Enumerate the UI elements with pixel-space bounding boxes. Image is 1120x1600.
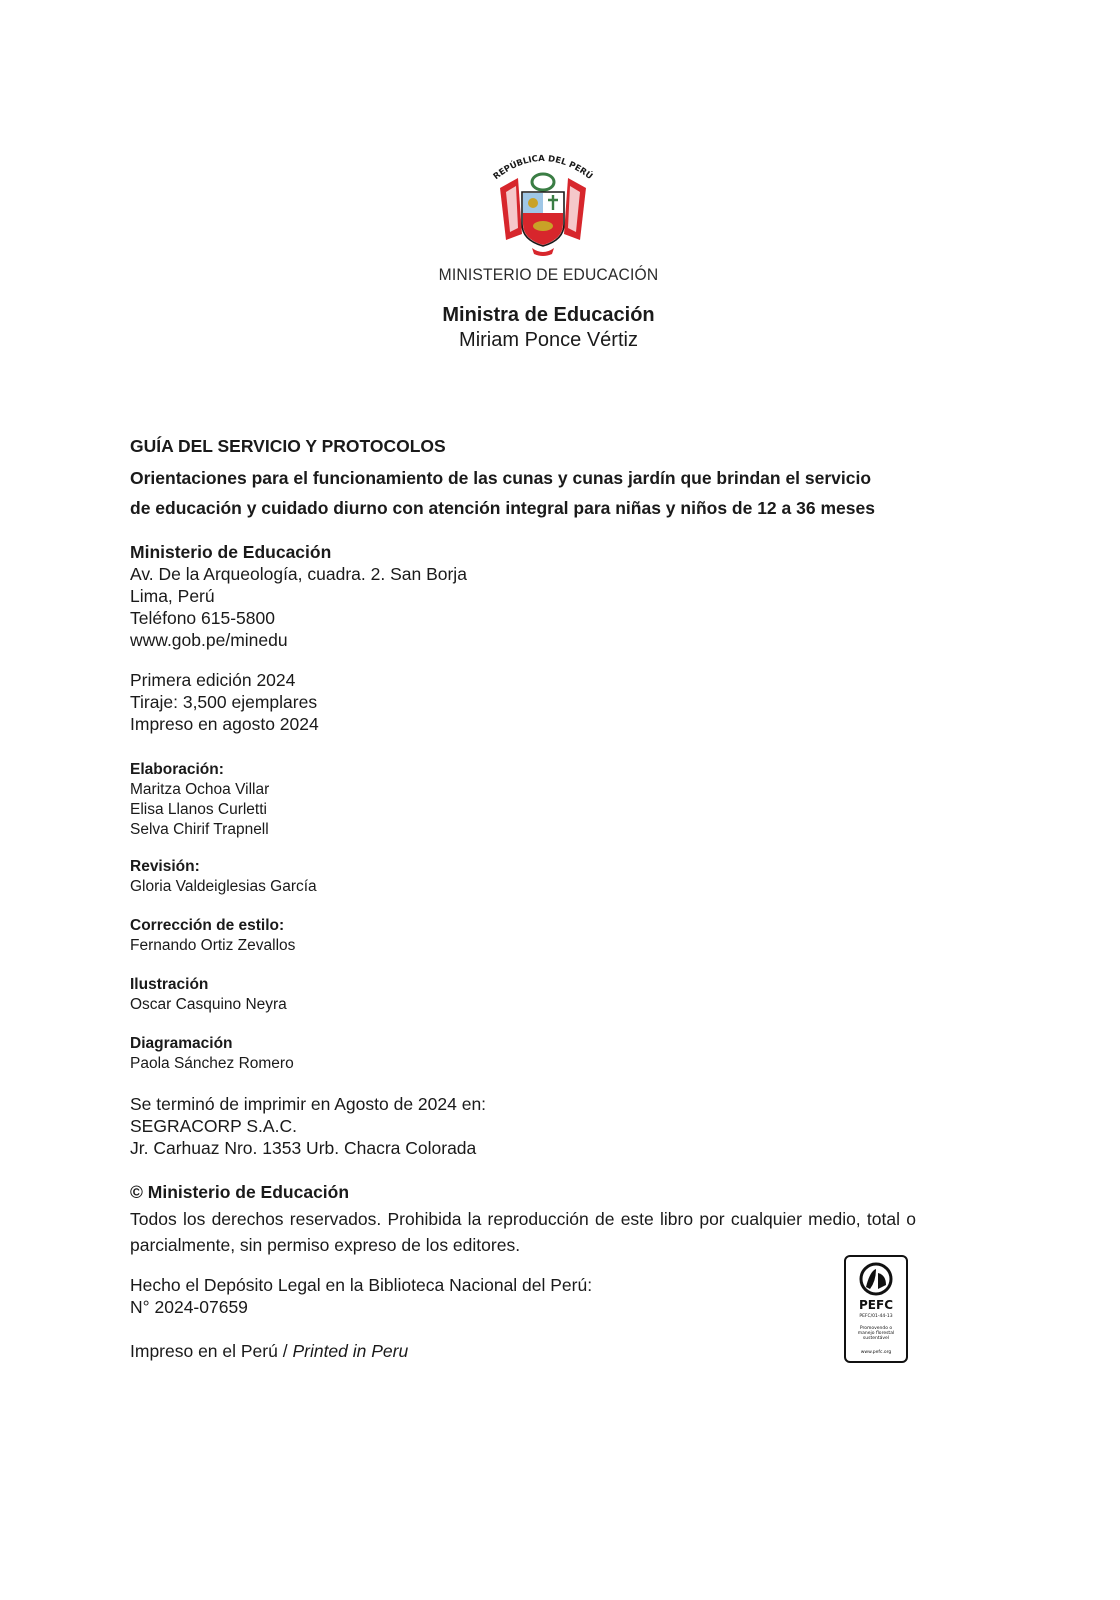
printer-line: Se terminó de imprimir en Agosto de 2024 en: — [130, 1094, 487, 1114]
edition-info — [130, 669, 915, 735]
credit-heading: Elaboración: — [130, 761, 224, 778]
guide-subtitle-line: Orientaciones para el funcionamiento de las cunas y cunas jardín que brindan el servicio — [130, 468, 872, 488]
pefc-url: www.pefc.org — [860, 1350, 892, 1355]
legal-deposit-line: Hecho el Depósito Legal en la Biblioteca Nacional del Perú: — [130, 1275, 593, 1295]
pefc-name: PEFC — [859, 1298, 893, 1312]
guide-subtitle-line: de educación y cuidado diurno con atención integral para niñas y niños de 12 a 36 meses — [130, 498, 875, 518]
crest-arc-text: REPÚBLICA DEL PERÚ — [492, 153, 594, 182]
legal-deposit-number: N° 2024-07659 — [130, 1297, 248, 1317]
credit-heading: Corrección de estilo: — [130, 917, 285, 934]
credit-heading: Diagramación — [130, 1035, 233, 1052]
minister-name: Miriam Ponce Vértiz — [459, 329, 638, 351]
legal-deposit — [130, 1274, 915, 1318]
printed-in-en: Printed in Peru — [292, 1341, 409, 1361]
copyright-heading — [130, 1181, 915, 1203]
credit-heading: Revisión: — [130, 858, 200, 875]
print-run-line: Tiraje: 3,500 ejemplares — [130, 692, 318, 712]
credit-heading: Ilustración — [130, 976, 209, 993]
copyright-text: Todos los derechos reservados. Prohibida la reproducción de este libro por cualquier medio, total o parcialmente, sin permiso expreso de los editores. — [130, 1209, 916, 1255]
credit-name: Oscar Casquino Neyra — [130, 996, 287, 1013]
coat-of-arms-logo — [492, 148, 594, 258]
printed-in — [130, 1341, 915, 1362]
credit-name: Paola Sánchez Romero — [130, 1055, 294, 1072]
coat-of-arms-icon — [492, 148, 594, 258]
minister-title: Ministra de Educación — [442, 304, 655, 326]
credit-revision — [130, 857, 915, 897]
copyright-title: © Ministerio de Educación — [130, 1182, 350, 1202]
printer-address: Jr. Carhuaz Nro. 1353 Urb. Chacra Colorada — [130, 1138, 477, 1158]
credit-name: Maritza Ochoa Villar — [130, 781, 270, 798]
printer-info — [130, 1093, 915, 1159]
printed-in-es: Impreso en el Perú / — [130, 1341, 288, 1361]
credit-ilustracion — [130, 975, 915, 1015]
credit-correccion — [130, 916, 915, 956]
pefc-caption: manejo florestal — [857, 1331, 895, 1336]
credit-name: Selva Chirif Trapnell — [130, 821, 269, 838]
website-line: www.gob.pe/minedu — [130, 630, 288, 650]
credit-name: Elisa Llanos Curletti — [130, 801, 267, 818]
pefc-caption: sustentável — [862, 1336, 890, 1341]
printer-name: SEGRACORP S.A.C. — [130, 1116, 297, 1136]
credit-elaboracion — [130, 760, 915, 840]
publisher-name: Ministerio de Educación — [130, 542, 332, 562]
edition-line: Primera edición 2024 — [130, 670, 296, 690]
address-line: Av. De la Arqueología, cuadra. 2. San Borja — [130, 564, 467, 584]
pefc-caption: Promovendo o — [859, 1326, 893, 1331]
pefc-icon — [846, 1257, 906, 1361]
ministry-caption: MINISTERIO DE EDUCACIÓN — [438, 265, 659, 284]
credit-diagramacion — [130, 1034, 915, 1074]
credit-name: Fernando Ortiz Zevallos — [130, 937, 296, 954]
guide-subtitle — [130, 463, 950, 523]
guide-title: GUÍA DEL SERVICIO Y PROTOCOLOS — [130, 436, 446, 456]
address-line: Lima, Perú — [130, 586, 215, 606]
pefc-code: PEFC/01-44-13 — [859, 1314, 893, 1319]
publisher-address — [130, 541, 915, 651]
phone-line: Teléfono 615-5800 — [130, 608, 275, 628]
credit-name: Gloria Valdeiglesias García — [130, 878, 317, 895]
print-date-line: Impreso en agosto 2024 — [130, 714, 319, 734]
pefc-logo — [844, 1255, 908, 1363]
svg-text:REPÚBLICA DEL PERÚ — [492, 154, 594, 182]
